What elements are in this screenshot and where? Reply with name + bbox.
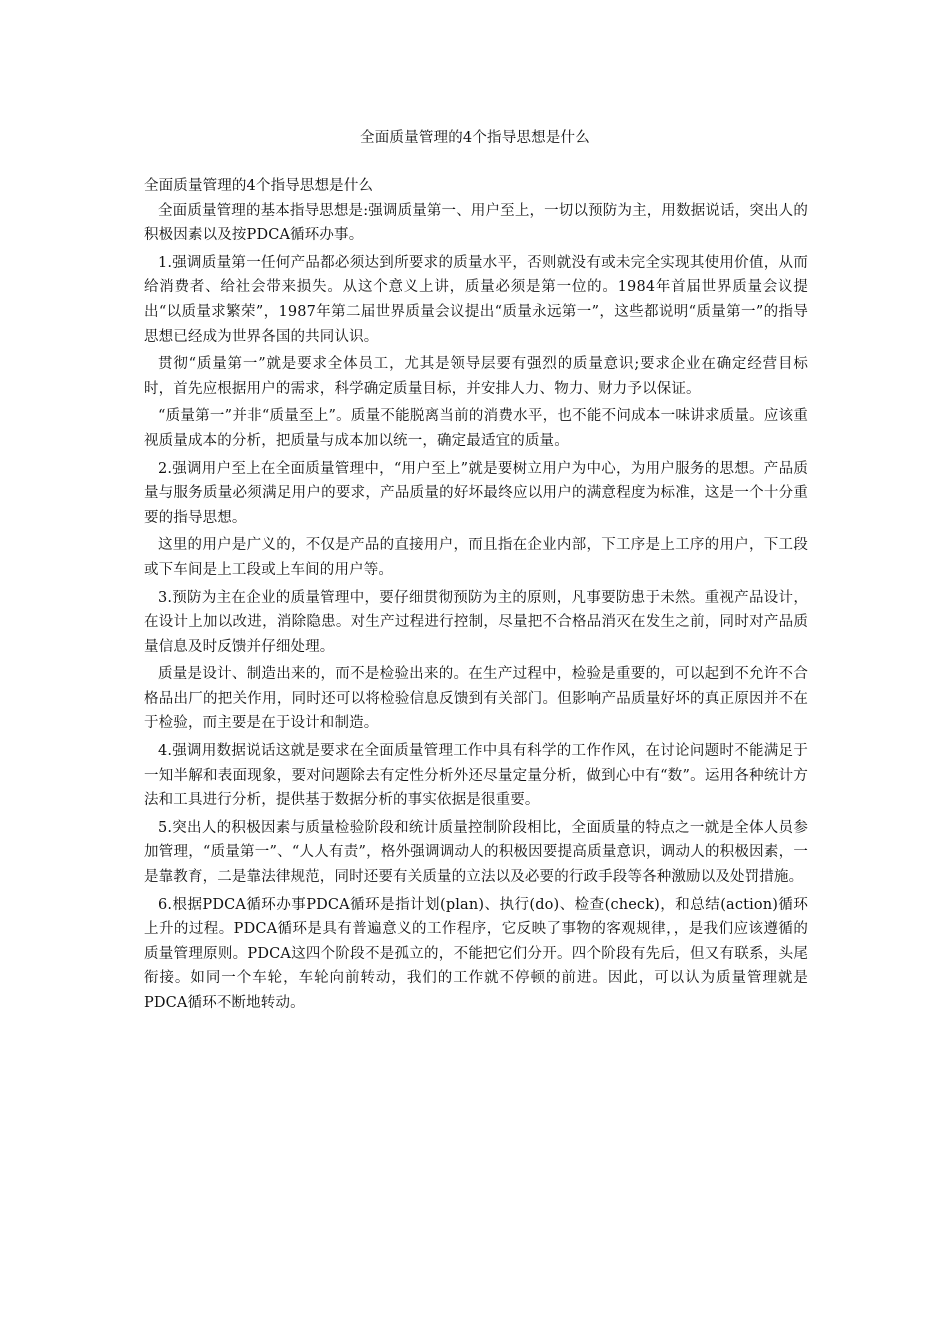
paragraph-quality-first: 1.强调质量第一任何产品都必须达到所要求的质量水平，否则就没有或未完全实现其使用价值，从而给消费者、给社会带来损失。从这个意义上讲，质量必须是第一位的。1984年首届世界质量会议提出“以质量求繁荣”，1987年第二届世界质量会议提出“质量永远第一”，这些都说明“质量第一”的指导思想已经成为世界各国的共同认识。 <box>144 254 808 345</box>
paragraph-data: 4.强调用数据说话这就是要求在全面质量管理工作中具有科学的工作作风，在讨论问题时不能满足于一知半解和表面现象，要对问题除去有定性分析外还尽量定量分析，做到心中有“数”。运用各种统计方法和工具进行分析，提供基于数据分析的事实依据是很重要。 <box>144 743 808 809</box>
document-body <box>144 174 808 1019</box>
paragraph-quality-not-supreme: “质量第一”并非“质量至上”。质量不能脱离当前的消费水平，也不能不问成本一味讲求质量。应该重视质量成本的分析，把质量与成本加以统一，确定最适宜的质量。 <box>144 408 808 449</box>
paragraph-prevention: 3.预防为主在企业的质量管理中，要仔细贯彻预防为主的原则，凡事要防患于未然。重视产品设计，在设计上加以改进，消除隐患。对生产过程进行控制，尽量把不合格品消灭在发生之前，同时对产品质量信息及时反馈并仔细处理。 <box>144 589 808 655</box>
body-heading: 全面质量管理的4个指导思想是什么 <box>144 178 374 194</box>
paragraph-pdca: 6.根据PDCA循环办事PDCA循环是指计划(plan)、执行(do)、检查(check)，和总结(action)循环上升的过程。PDCA循环是具有普遍意义的工作程序，它反映了事物的客观规律，，是我们应该遵循的质量管理原则。PDCA这四个阶段不是孤立的，不能把它们分开。四个阶段有先后，但又有联系，头尾衔接。如同一个车轮，车轮向前转动，我们的工作就不停顿的前进。因此，可以认为质量管理就是PDCA循环不断地转动。 <box>144 896 808 1011</box>
paragraph-user-first: 2.强调用户至上在全面质量管理中，“用户至上”就是要树立用户为中心，为用户服务的思想。产品质量与服务质量必须满足用户的要求，产品质量的好坏最终应以用户的满意程度为标准，这是一个十分重要的指导思想。 <box>144 460 808 526</box>
document-title: 全面质量管理的4个指导思想是什么 <box>360 130 590 146</box>
paragraph-people: 5.突出人的积极因素与质量检验阶段和统计质量控制阶段相比，全面质量的特点之一就是全体人员参加管理，“质量第一”、“人人有责”，格外强调调动人的积极因要提高质量意识，调动人的积极因素，一是靠教育，二是靠法律规范，同时还要有关质量的立法以及必要的行政手段等各种激励以及处罚措施。 <box>144 819 808 886</box>
paragraph-broad-user: 这里的用户是广义的，不仅是产品的直接用户，而且指在企业内部，下工序是上工序的用户，下工段或下车间是上工段或上车间的用户等。 <box>144 537 808 578</box>
paragraph-intro: 全面质量管理的基本指导思想是:强调质量第一、用户至上，一切以预防为主，用数据说话，突出人的积极因素以及按PDCA循环办事。 <box>144 202 808 244</box>
paragraph-implement-quality-first: 贯彻“质量第一”就是要求全体员工，尤其是领导层要有强烈的质量意识;要求企业在确定经营目标时，首先应根据用户的需求，科学确定质量目标，并安排人力、物力、财力予以保证。 <box>144 356 808 397</box>
paragraph-design-manufacture: 质量是设计、制造出来的，而不是检验出来的。在生产过程中，检验是重要的，可以起到不允许不合格品出厂的把关作用，同时还可以将检验信息反馈到有关部门。但影响产品质量好坏的真正原因并不在于检验，而主要是在于设计和制造。 <box>144 666 808 732</box>
